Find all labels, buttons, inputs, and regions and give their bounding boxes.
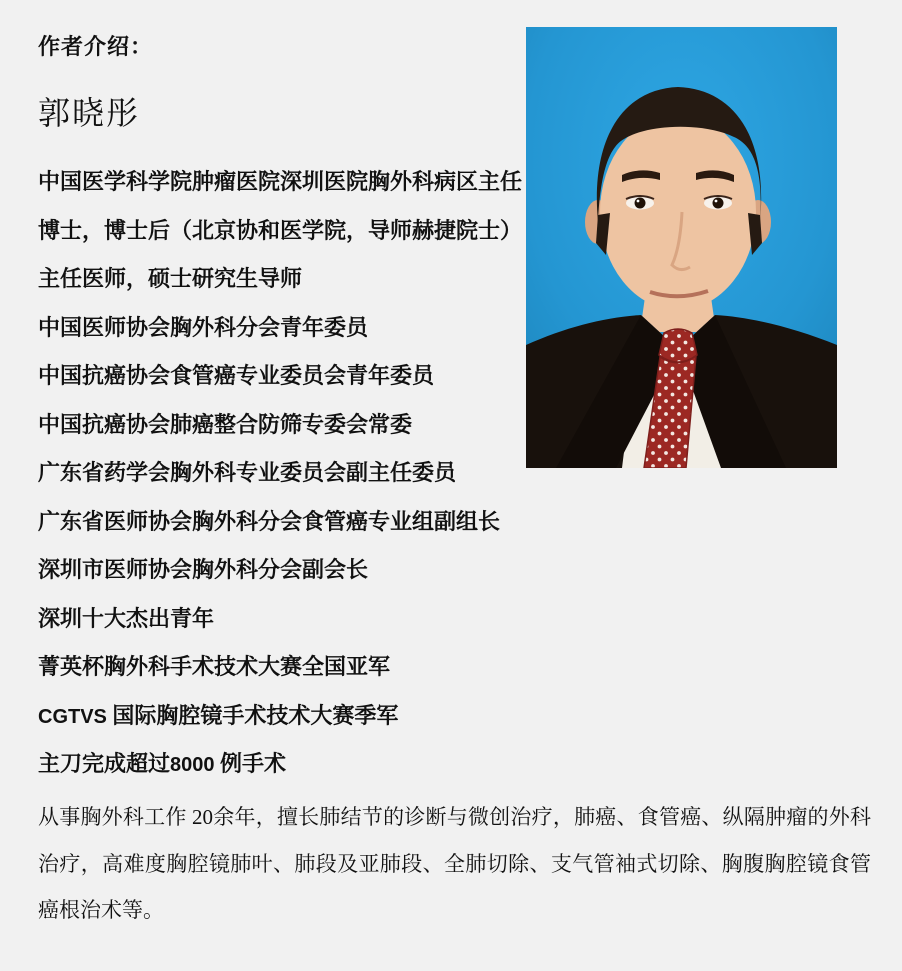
eye-left <box>635 198 646 209</box>
credential-line: 博士，博士后（北京协和医学院，导师赫捷院士） <box>38 217 523 243</box>
credential-line: 广东省药学会胸外科专业委员会副主任委员 <box>38 460 457 485</box>
surgery-text-pre: 主刀完成超过 <box>38 751 171 776</box>
credential-line: 菁英杯胸外科手术技术大赛全国亚军 <box>38 654 391 679</box>
credential-line: 中国抗癌协会食管癌专业委员会青年委员 <box>38 363 435 388</box>
bio-paragraph: 从事胸外科工作 20余年，擅长肺结节的诊断与微创治疗，肺癌、食管癌、纵隔肿瘤的外科治疗，高难度胸腔镜肺叶、肺段及亚肺段、全肺切除、支气管袖式切除、胸腹胸腔镜食管癌根治术等。 <box>38 805 871 922</box>
credentials-list <box>38 158 523 789</box>
credential-line: 深圳市医师协会胸外科分会副会长 <box>38 557 369 582</box>
eye-glint-right <box>715 200 718 203</box>
credential-line: 深圳十大杰出青年 <box>38 605 215 631</box>
award-acronym: CGTVS <box>38 705 107 728</box>
credential-line: 中国抗癌协会肺癌整合防筛专委会常委 <box>38 411 413 437</box>
award-text: 国际胸腔镜手术技术大赛季军 <box>106 702 399 728</box>
eye-right <box>713 198 724 209</box>
author-portrait-photo <box>526 27 837 468</box>
credential-line-award <box>38 692 518 741</box>
surgery-count: 8000 <box>170 754 215 776</box>
credential-line: 主任医师，硕士研究生导师 <box>38 266 303 291</box>
credential-line-surgery-count <box>38 740 518 789</box>
surgery-text-post: 例手术 <box>214 751 287 776</box>
tie-knot <box>659 329 697 362</box>
face <box>600 114 756 310</box>
portrait-illustration <box>526 27 837 468</box>
credential-line: 广东省医师协会胸外科分会食管癌专业组副组长 <box>38 508 501 534</box>
credential-line: 中国医师协会胸外科分会青年委员 <box>38 314 369 340</box>
section-title: 作者介绍： <box>38 34 154 59</box>
credential-line: 中国医学科学院肿瘤医院深圳医院胸外科病区主任 <box>38 169 523 194</box>
eye-glint-left <box>637 200 640 203</box>
author-name: 郭晓彤 <box>38 95 141 131</box>
